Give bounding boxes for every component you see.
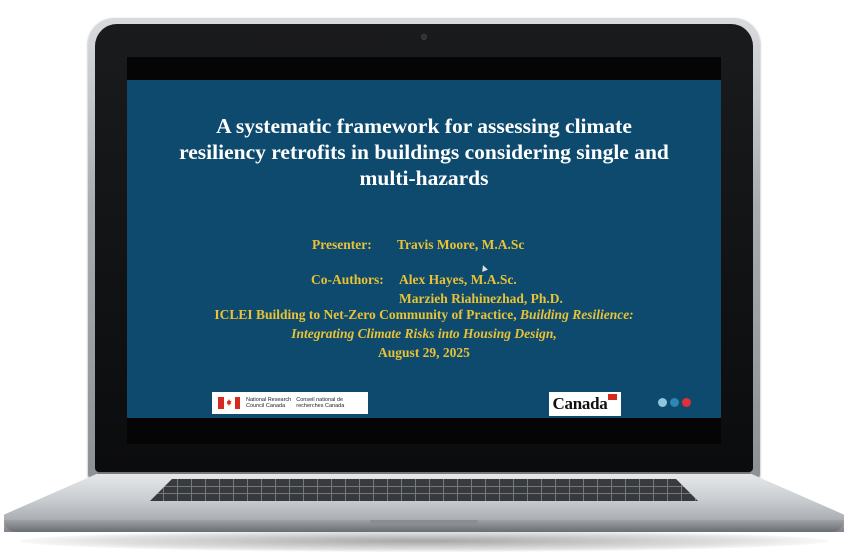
laptop-notch xyxy=(370,520,478,525)
dot-red xyxy=(682,398,691,407)
wordmark-flag-icon xyxy=(608,394,617,400)
keyboard xyxy=(150,479,698,501)
presentation-slide[interactable] xyxy=(127,80,721,418)
laptop-shadow xyxy=(20,530,828,552)
mouse-cursor-icon xyxy=(480,264,488,272)
slide-title-line-2: resiliency retrofits in buildings considering single and xyxy=(179,140,669,164)
nrc-logo-french: Conseil national de recherches Canada xyxy=(296,396,345,409)
dot-blue xyxy=(670,398,679,407)
nrc-logo-english: National Research Council Canada xyxy=(246,396,292,409)
coauthors-label: Co-Authors: xyxy=(311,272,384,287)
presentation-date: August 29, 2025 xyxy=(378,345,470,360)
dot-light-blue xyxy=(658,398,667,407)
canada-flag-icon xyxy=(218,397,240,409)
conference-line-2 xyxy=(147,324,701,343)
presenter-name: Travis Moore, M.A.Sc xyxy=(397,237,525,252)
coauthor-1: Alex Hayes, M.A.Sc. xyxy=(399,272,517,287)
slide-title xyxy=(147,113,701,191)
conference-title-part-2: Integrating Climate Risks into Housing Design, xyxy=(291,326,557,341)
conference-info xyxy=(147,305,701,362)
nrc-logo xyxy=(212,392,368,414)
slide-title-line-3: multi-hazards xyxy=(359,166,489,190)
slide-title-line-1: A systematic framework for assessing climate xyxy=(216,114,632,138)
webcam-icon xyxy=(421,34,427,40)
coauthor-2: Marzieh Riahinezhad, Ph.D. xyxy=(399,291,563,306)
laptop-screen xyxy=(127,57,721,444)
canada-wordmark: Canada xyxy=(549,392,621,416)
decorative-dots xyxy=(658,398,691,407)
conference-title-part-1: Building Resilience: xyxy=(520,307,634,322)
conference-line-1: ICLEI Building to Net-Zero Community of Practice, Building Resilience: xyxy=(214,307,634,322)
presenter-label: Presenter: xyxy=(312,237,372,252)
